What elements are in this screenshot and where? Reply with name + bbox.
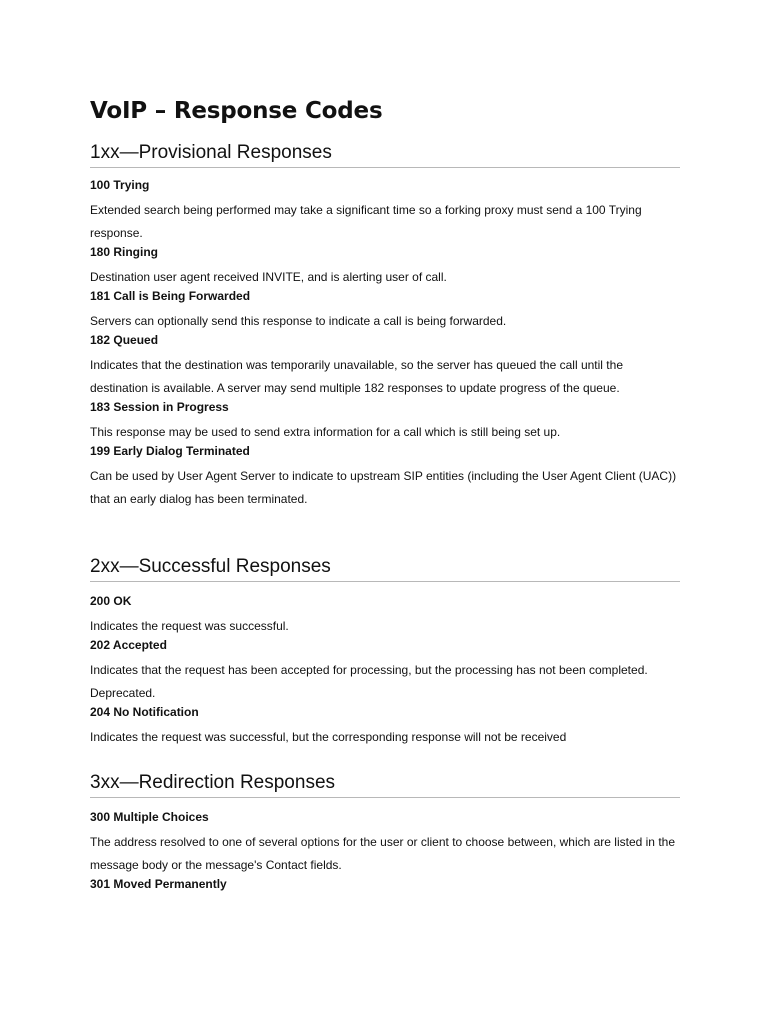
code-label: 202 Accepted	[90, 638, 167, 652]
code-description: Indicates that the destination was temporarily unavailable, so the server has queued the call until the destination is available. A server may send multiple 182 responses to update progress of the queue.	[90, 358, 623, 395]
entry-199	[90, 444, 680, 511]
entry-183	[90, 400, 680, 444]
entry-100	[90, 178, 680, 245]
section-3xx	[90, 771, 680, 891]
section-2xx	[90, 555, 680, 749]
code-description: Indicates the request was successful.	[90, 619, 289, 633]
code-label: 300 Multiple Choices	[90, 810, 209, 824]
code-description: Indicates the request was successful, but the corresponding response will not be received	[90, 730, 567, 744]
entry-200	[90, 594, 680, 638]
code-description: Indicates that the request has been accepted for processing, but the processing has not been completed. Deprecated.	[90, 663, 648, 700]
code-label: 100 Trying	[90, 178, 150, 192]
code-description: Servers can optionally send this response to indicate a call is being forwarded.	[90, 314, 507, 328]
entry-300	[90, 810, 680, 877]
code-label: 200 OK	[90, 594, 132, 608]
entry-204	[90, 705, 680, 749]
section-heading-3xx: 3xx—Redirection Responses	[90, 771, 680, 798]
section-heading-2xx: 2xx—Successful Responses	[90, 555, 680, 582]
code-label: 301 Moved Permanently	[90, 877, 227, 891]
entry-182	[90, 333, 680, 400]
code-label: 182 Queued	[90, 333, 159, 347]
code-description: The address resolved to one of several options for the user or client to choose between, which are listed in the message body or the message's Contact fields.	[90, 835, 675, 872]
code-label: 199 Early Dialog Terminated	[90, 444, 250, 458]
code-label: 180 Ringing	[90, 245, 159, 259]
entry-181	[90, 289, 680, 333]
code-label: 204 No Notification	[90, 705, 199, 719]
document-title: VoIP – Response Codes	[90, 98, 383, 124]
code-description: Destination user agent received INVITE, and is alerting user of call.	[90, 270, 447, 284]
code-description: Can be used by User Agent Server to indicate to upstream SIP entities (including the User Agent Client (UAC)) that an early dialog has been terminated.	[90, 469, 677, 506]
document-page	[90, 95, 680, 891]
code-label: 183 Session in Progress	[90, 400, 229, 414]
section-1xx	[90, 141, 680, 511]
entry-202	[90, 638, 680, 705]
code-description: Extended search being performed may take a significant time so a forking proxy must send a 100 Trying response.	[90, 203, 642, 240]
code-description: This response may be used to send extra information for a call which is still being set up.	[90, 425, 561, 439]
entry-180	[90, 245, 680, 289]
code-label: 181 Call is Being Forwarded	[90, 289, 251, 303]
entry-301	[90, 877, 680, 891]
section-heading-1xx: 1xx—Provisional Responses	[90, 141, 680, 168]
